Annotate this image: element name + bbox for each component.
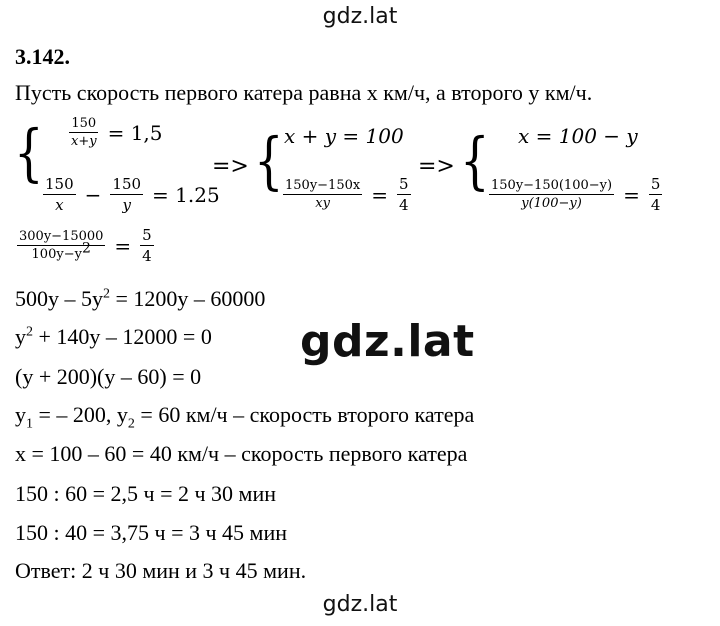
system-1 bbox=[14, 116, 220, 214]
system-2-row-1: x + y = 100 bbox=[284, 124, 404, 148]
solution-line-6: 150 : 60 = 2,5 ч = 2 ч 30 мин bbox=[15, 481, 277, 506]
solution-line-3: (y + 200)(y – 60) = 0 bbox=[15, 364, 202, 389]
fraction: $\frac{150}{x}$ bbox=[45, 175, 74, 214]
system-1-brace: { bbox=[14, 116, 44, 189]
watermark-bottom: gdz.lat bbox=[322, 592, 398, 617]
system-2-row-2: $\frac{150y-150x}{xy}$ = $\frac{5}{4}$ bbox=[285, 175, 409, 214]
fraction: $\frac{150y-150x}{xy}$ bbox=[285, 178, 361, 211]
solution-line-7: 150 : 40 = 3,75 ч = 3 ч 45 мин bbox=[15, 520, 288, 545]
fraction: $\frac{5}{4}$ bbox=[398, 175, 409, 214]
watermark-middle: gdz.lat bbox=[300, 316, 475, 367]
system-3-brace: { bbox=[460, 124, 490, 197]
fraction: $\frac{150}{y}$ bbox=[112, 175, 142, 214]
fraction: $\frac{300y-15000}{100y-y^2}$ bbox=[19, 229, 104, 262]
fraction: $\frac{150y-150(100-y)}{y(100-y)}$ bbox=[491, 178, 613, 211]
system-3-row-1: x = 100 − y bbox=[518, 124, 638, 148]
solution-line-2: $y^2 + 140y - 12000 = 0$ bbox=[15, 324, 212, 349]
watermark-top: gdz.lat bbox=[322, 4, 398, 29]
system-2-brace: { bbox=[254, 124, 284, 197]
system-1-row-2: $\frac{150}{x}$ − $\frac{150}{y}$ = 1.25 bbox=[45, 175, 220, 214]
implies-arrow-2: => bbox=[418, 154, 455, 179]
system-1-row-1: $\frac{150}{x+y}$ = 1,5 bbox=[71, 116, 163, 149]
implies-arrow-1: => bbox=[212, 154, 249, 179]
system-3-row-2: $\frac{150y-150(100-y)}{y(100-y)}$ = $\frac{5}{4}$ bbox=[491, 175, 661, 214]
fraction-equation: $\frac{300y-15000}{100y-y^2}$ = $\frac{5}{4}$ bbox=[19, 226, 152, 265]
answer-line: Ответ: 2 ч 30 мин и 3 ч 45 мин. bbox=[15, 558, 307, 583]
problem-number: 3.142. bbox=[15, 44, 70, 69]
system-3 bbox=[460, 124, 665, 214]
fraction: $\frac{150}{x+y}$ bbox=[71, 116, 97, 149]
system-2 bbox=[254, 124, 414, 214]
solution-line-4: $y_1$ = – 200, $y_2 = 60$ км/ч – скорость второго катера bbox=[15, 402, 475, 432]
fraction: $\frac{5}{4}$ bbox=[142, 226, 152, 265]
solution-line-5: x = 100 – 60 = 40 км/ч – скорость первого катера bbox=[15, 441, 468, 466]
solution-line-1: $500y - 5y^2 = 1200y - 60000$ bbox=[15, 286, 266, 311]
fraction: $\frac{5}{4}$ bbox=[650, 175, 661, 214]
intro-text: Пусть скорость первого катера равна x км/ч, а второго y км/ч. bbox=[15, 80, 593, 105]
